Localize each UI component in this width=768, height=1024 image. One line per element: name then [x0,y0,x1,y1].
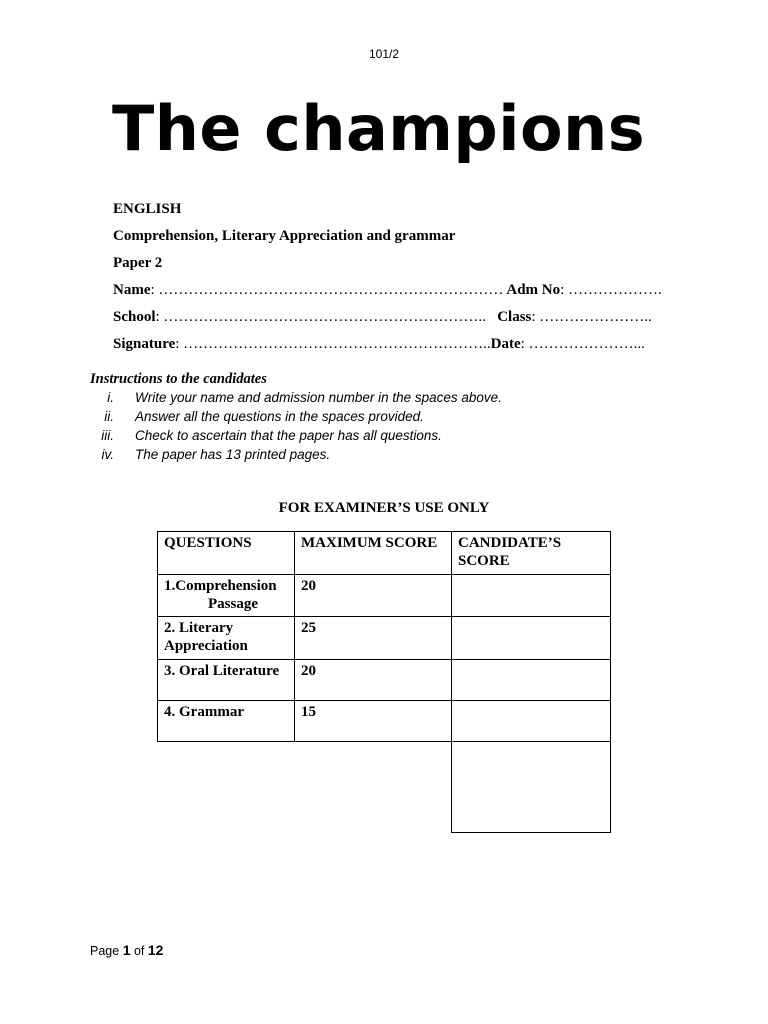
question-cell [158,660,295,701]
signature-field[interactable]: : …………………………………………………….. [175,336,491,352]
subject-label: ENGLISH [113,201,182,217]
instruction-number: ii. [104,409,114,424]
adm-label: Adm No [506,282,561,298]
paper-code: 101/2 [368,47,400,61]
footer-total-pages: 12 [147,942,164,958]
name-field[interactable]: : …………………………………………………………… [150,282,504,298]
footer-of: of [133,944,145,958]
table-row [158,701,611,742]
date-label: Date [490,336,521,352]
instructions-heading: Instructions to the candidates [90,371,267,387]
candidate-score-cell[interactable] [452,575,611,617]
column-header-candidate-score: CANDIDATE’S SCORE [452,532,611,575]
question-label-cont: Passage [208,596,258,612]
max-score-cell: 25 [295,617,452,660]
question-label: 4. Grammar [164,704,244,720]
question-label: 2. Literary [164,620,234,636]
footer-prefix: Page [90,944,120,958]
max-score-cell: 20 [295,575,452,617]
school-label: School [113,309,156,325]
signature-date-row [113,336,645,353]
candidate-score-cell[interactable] [452,617,611,660]
table-row [158,617,611,660]
paper-number: Paper 2 [113,255,163,271]
instruction-item [90,428,690,443]
question-cell [158,575,295,617]
max-score-cell: 15 [295,701,452,742]
instruction-text: Check to ascertain that the paper has all questions. [135,428,442,443]
total-row [158,742,611,833]
question-label-cont: Appreciation [164,638,248,654]
name-adm-row [113,282,662,299]
paper-description: Comprehension, Literary Appreciation and grammar [113,228,456,244]
class-field[interactable]: : ………………….. [531,309,652,325]
table-row [158,575,611,617]
class-label: Class [497,309,532,325]
column-header-max-score: MAXIMUM SCORE [295,532,452,575]
school-class-row [113,309,652,326]
instruction-item [90,447,690,462]
instruction-number: iv. [101,447,114,462]
blank-cell [158,742,295,833]
question-cell [158,617,295,660]
question-cell [158,701,295,742]
max-score-cell: 20 [295,660,452,701]
school-field[interactable]: : ……………………………………………………….. [155,309,486,325]
score-table [157,531,611,833]
page-title: The champions [112,92,646,165]
examiner-heading: FOR EXAMINER’S USE ONLY [278,500,490,516]
table-row [158,660,611,701]
adm-field[interactable]: : ………………. [560,282,662,298]
page-footer [90,942,163,958]
question-label: 1.Comprehension [164,578,277,594]
footer-current-page: 1 [122,942,131,958]
total-score-cell[interactable] [452,742,611,833]
instruction-text: Write your name and admission number in the spaces above. [135,390,502,405]
signature-label: Signature [113,336,176,352]
candidate-score-cell[interactable] [452,701,611,742]
instruction-text: Answer all the questions in the spaces provided. [135,409,424,424]
blank-cell [295,742,452,833]
date-field[interactable]: : …………………... [520,336,645,352]
table-header-row [158,532,611,575]
name-label: Name [113,282,151,298]
column-header-questions: QUESTIONS [158,532,295,575]
instruction-number: i. [107,390,114,405]
instruction-text: The paper has 13 printed pages. [135,447,331,462]
instruction-item [90,390,690,405]
candidate-score-cell[interactable] [452,660,611,701]
instruction-item [90,409,690,424]
instruction-number: iii. [101,428,114,443]
question-label: 3. Oral Literature [164,663,280,679]
